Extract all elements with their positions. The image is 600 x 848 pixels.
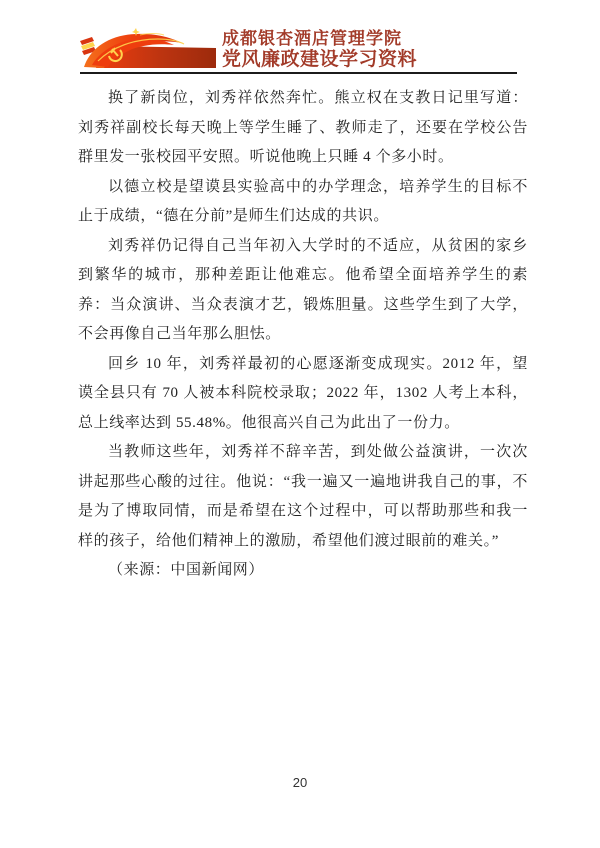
source-line: （来源：中国新闻网）: [108, 562, 265, 578]
body-paragraph: 换了新岗位，刘秀祥依然奔忙。熊立权在支教日记里写道：刘秀祥副校长每天晚上等学生睡了、教师走了，还要在学校公告群里发一张校园平安照。听说他晚上只睡 4 个多小时。: [78, 90, 528, 165]
party-flag-icon: [78, 27, 216, 72]
org-name: 成都银杏酒店管理学院: [222, 29, 402, 48]
header-title-block: [222, 29, 417, 71]
body-paragraph: 以德立校是望谟县实验高中的办学理念，培养学生的目标不止于成绩，“德在分前”是师生们达成的共识。: [78, 178, 528, 224]
header-divider: [80, 72, 517, 74]
body-paragraph: 当教师这些年，刘秀祥不辞辛苦，到处做公益演讲，一次次讲起那些心酸的过往。他说：“我一遍又一遍地讲我自己的事，不是为了博取同情，而是希望在这个过程中，可以帮助那些和我一样的孩子，给他们精神上的激励，希望他们渡过眼前的难关。”: [78, 444, 528, 549]
document-body: [78, 84, 528, 586]
body-paragraph: 刘秀祥仍记得自己当年初入大学时的不适应，从贫困的家乡到繁华的城市，那种差距让他难忘。他希望全面培养学生的素养：当众演讲、当众表演才艺，锻炼胆量。这些学生到了大学，不会再像自己当年那么胆怯。: [78, 237, 528, 342]
body-paragraph: 回乡 10 年，刘秀祥最初的心愿逐渐变成现实。2012 年，望谟全县只有 70 人被本科院校录取；2022 年，1302 人考上本科，总上线率达到 55.48%。他很高兴自己为此出了一份力。: [78, 355, 528, 431]
doc-subtitle: 党风廉政建设学习资料: [222, 49, 418, 70]
page-number: 20: [292, 775, 308, 790]
